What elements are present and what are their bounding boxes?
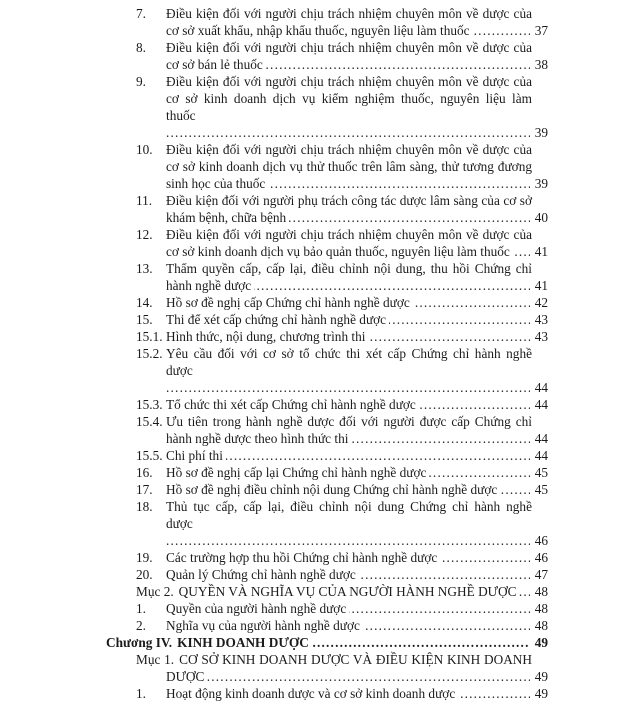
toc-entry xyxy=(136,447,548,464)
toc-entry-page: 37 xyxy=(530,22,548,39)
toc-entry-page: 46 xyxy=(530,549,548,566)
toc-entry-page: 45 xyxy=(530,464,548,481)
toc-entry-number: 12. xyxy=(136,226,166,243)
toc-entry-page: 47 xyxy=(530,566,548,583)
toc-entry-title: Điều kiện đối với người chịu trách nhiệm chuyên môn về dược của cơ sở xuất khẩu, nhập khẩu thuốc, nguyên liệu làm thuốc xyxy=(166,6,532,38)
toc-entry-number: 15.3. xyxy=(136,396,166,413)
toc-entry-number: 17. xyxy=(136,481,166,498)
toc-entry-title: Hồ sơ đề nghị cấp lại Chứng chỉ hành nghề dược xyxy=(166,465,429,480)
toc-section-entry xyxy=(136,651,548,685)
toc-entry-title: Ưu tiên trong hành nghề dược đối với người được cấp Chứng chỉ hành nghề dược theo hình thức thi xyxy=(166,414,532,446)
toc-entry xyxy=(136,413,548,447)
toc-entry-number: Chương IV. xyxy=(106,635,177,650)
toc-entry xyxy=(136,617,548,634)
toc-entry xyxy=(136,345,548,396)
toc-entry-title: Điều kiện đối với người chịu trách nhiệm chuyên môn về dược của cơ sở bán lẻ thuốc xyxy=(166,40,532,72)
toc-entry-title: Thủ tục cấp, cấp lại, điều chỉnh nội dung Chứng chỉ hành nghề dược xyxy=(166,499,532,531)
toc-entry-page: 40 xyxy=(530,209,548,226)
toc-entry xyxy=(136,192,548,226)
toc-entry xyxy=(136,685,548,702)
toc-entry-title: Các trường hợp thu hồi Chứng chỉ hành nghề dược xyxy=(166,550,440,565)
toc-entry xyxy=(136,498,548,549)
toc-entry-number: 10. xyxy=(136,141,166,158)
toc-entry xyxy=(136,566,548,583)
toc-entry-number: 9. xyxy=(136,73,166,90)
toc-entry-page: 48 xyxy=(530,583,548,600)
toc-entry xyxy=(136,39,548,73)
toc-entry-page: 41 xyxy=(530,243,548,260)
toc-entry-title: CƠ SỞ KINH DOANH DƯỢC VÀ ĐIỀU KIỆN KINH DOANH DƯỢC xyxy=(166,652,532,684)
toc-section-entry xyxy=(136,583,548,600)
toc-entry-number: 19. xyxy=(136,549,166,566)
toc-entry-page: 46 xyxy=(530,532,548,549)
toc-entry-page: 48 xyxy=(530,600,548,617)
toc-entry xyxy=(136,260,548,294)
toc-entry-number: 16. xyxy=(136,464,166,481)
toc-entry-title: Điều kiện đối với người chịu trách nhiệm chuyên môn về dược của cơ sở kinh doanh dịch vụ bảo quản thuốc, nguyên liệu làm thuốc xyxy=(166,227,532,259)
toc-entry-title: Hồ sơ đề nghị cấp Chứng chỉ hành nghề dược xyxy=(166,295,413,310)
toc-entry-number: 14. xyxy=(136,294,166,311)
toc-entry xyxy=(136,328,548,345)
toc-entry-title: Quyền của người hành nghề dược xyxy=(166,601,349,616)
toc-entry-number: 15.1. xyxy=(136,328,166,345)
toc-entry-page: 39 xyxy=(530,175,548,192)
toc-entry-title: Hoạt động kinh doanh dược và cơ sở kinh doanh dược xyxy=(166,686,458,701)
toc-entry-title: Tổ chức thi xét cấp Chứng chỉ hành nghề dược xyxy=(166,397,419,412)
toc-entry-page: 44 xyxy=(530,447,548,464)
toc-entry-title: Hồ sơ đề nghị điều chỉnh nội dung Chứng chỉ hành nghề dược xyxy=(166,482,500,497)
toc-entry-number: 13. xyxy=(136,260,166,277)
toc-entry-number: 7. xyxy=(136,5,166,22)
toc-entry-page: 38 xyxy=(530,56,548,73)
toc-entry-number: 15.4. xyxy=(136,413,166,430)
toc-entry-page: 43 xyxy=(530,328,548,345)
toc-entry-number: 1. xyxy=(136,685,166,702)
toc-entry-title: Điều kiện đối với người phụ trách công tác dược lâm sàng của cơ sở khám bệnh, chữa bệnh xyxy=(166,193,532,225)
toc-entry-number: 15.2. xyxy=(136,345,166,362)
toc-entry-page: 43 xyxy=(530,311,548,328)
toc-entry xyxy=(136,311,548,328)
toc-entry-page: 44 xyxy=(530,430,548,447)
toc-entry-number: 11. xyxy=(136,192,166,209)
toc-entry-number: 1. xyxy=(136,600,166,617)
toc-entry-number: 2. xyxy=(136,617,166,634)
toc-entry xyxy=(136,5,548,39)
toc-entry-page: 49 xyxy=(530,634,548,651)
toc-entry-title: Điều kiện đối với người chịu trách nhiệm chuyên môn về dược của cơ sở kinh doanh dịch vụ kiểm nghiệm thuốc, nguyên liệu làm thuốc xyxy=(166,74,532,123)
toc-entry-number: 20. xyxy=(136,566,166,583)
toc-entry xyxy=(136,481,548,498)
toc-entry-title: Hình thức, nội dung, chương trình thi xyxy=(166,329,368,344)
toc-entry xyxy=(136,294,548,311)
toc-entry xyxy=(136,73,548,141)
toc-entry-number: Mục 1. xyxy=(136,652,179,667)
toc-entry-title: Thẩm quyền cấp, cấp lại, điều chỉnh nội dung, thu hồi Chứng chỉ hành nghề dược xyxy=(166,261,532,293)
toc-entry-number: 18. xyxy=(136,498,166,515)
toc-entry-page: 42 xyxy=(530,294,548,311)
toc-entry-title: Điều kiện đối với người chịu trách nhiệm chuyên môn về dược của cơ sở kinh doanh dịch vụ thử thuốc trên lâm sàng, thử tương đương sinh học của thuốc xyxy=(166,142,532,191)
toc-entry-number: Mục 2. xyxy=(136,584,179,599)
toc-entry-page: 39 xyxy=(530,124,548,141)
toc-entry-title: Yêu cầu đối với cơ sở tổ chức thi xét cấp Chứng chỉ hành nghề dược xyxy=(166,346,532,378)
toc-entry xyxy=(136,600,548,617)
toc-entry-number: 8. xyxy=(136,39,166,56)
toc-entry xyxy=(136,141,548,192)
toc-entry xyxy=(136,464,548,481)
toc-entry-number: 15.5. xyxy=(136,447,166,464)
toc-entry-title: Nghĩa vụ của người hành nghề dược xyxy=(166,618,363,633)
toc-entry-page: 44 xyxy=(530,379,548,396)
toc-entry-page: 49 xyxy=(530,685,548,702)
toc-entry-page: 44 xyxy=(530,396,548,413)
toc-entry xyxy=(136,549,548,566)
toc-entry xyxy=(136,226,548,260)
toc-entry-page: 45 xyxy=(530,481,548,498)
table-of-contents xyxy=(106,5,548,702)
toc-entry-page: 49 xyxy=(530,668,548,685)
toc-entry xyxy=(136,396,548,413)
toc-entry-title: Chi phí thi xyxy=(166,448,226,463)
toc-entry-title: KINH DOANH DƯỢC xyxy=(177,635,312,650)
toc-entry-title: Quản lý Chứng chỉ hành nghề dược xyxy=(166,567,359,582)
toc-entry-page: 48 xyxy=(530,617,548,634)
toc-entry-title: Thi để xét cấp chứng chỉ hành nghề dược xyxy=(166,312,389,327)
toc-entry-page: 41 xyxy=(530,277,548,294)
toc-entry-number: 15. xyxy=(136,311,166,328)
toc-chapter-entry xyxy=(106,634,548,651)
toc-entry-title: QUYỀN VÀ NGHĨA VỤ CỦA NGƯỜI HÀNH NGHỀ DƯỢC xyxy=(179,584,520,599)
